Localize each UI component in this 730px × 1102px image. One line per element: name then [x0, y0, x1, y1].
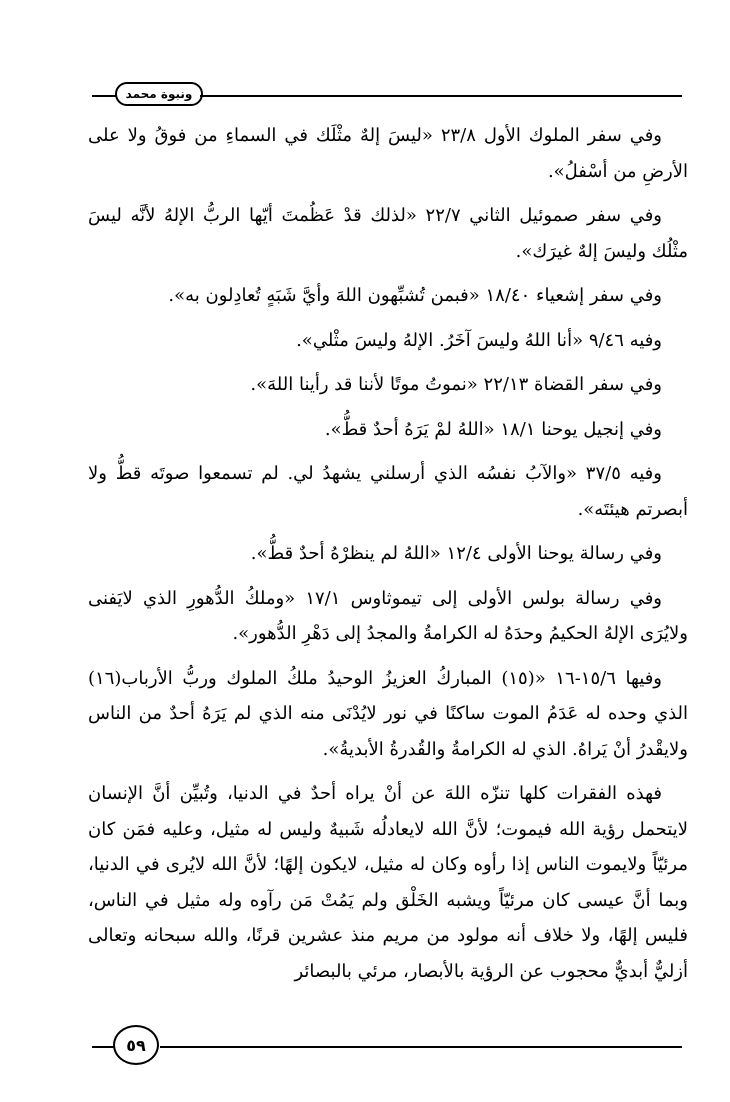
- footer-rule-right: [160, 1046, 682, 1048]
- paragraph-1john: وفي رسالة يوحنا الأولى ١٢/٤ «اللهُ لم ينظرْهُ أحدٌ قطُّ».: [250, 543, 662, 564]
- paragraph-isaiah-40: وفي سفر إشعياء ١٨/٤٠ «فبمن تُشبِّهون اللهَ وأيَّ شَبَهٍ تُعادِلون به».: [168, 285, 662, 306]
- footer-rule-left: [92, 1046, 114, 1048]
- paragraph-1timothy-6: وفيها ١٥/٦-١٦ «(١٥) المباركُ العزيزُ الوحيدُ ملكُ الملوك وربُّ الأرباب(١٦) الذي وحده له عَدَمُ الموت ساكنًا في نور لايُدْنَى منه الذي لم يَرَهُ أحدٌ من الناس ولايقْدرُ أنْ يَراهُ. الذي له الكرامةُ والقُدرةُ الأبديةُ».: [88, 667, 688, 760]
- paragraph-john-1: وفي إنجيل يوحنا ١٨/١ «اللهُ لمْ يَرَهُ أحدٌ قطُّ».: [324, 418, 662, 440]
- paragraph-1timothy-1: وفي رسالة بولس الأولى إلى تيموثاوس ١٧/١ «وملكُ الدُّهورِ الذي لايَفنى ولايُرَى الإلهُ الحكيمُ وحدَهُ له الكرامةُ والمجدُ إلى دَهْرِ الدُّهور».: [88, 587, 688, 644]
- running-title: ونبوة محمد: [115, 82, 203, 106]
- paragraph-kings: وفي سفر الملوك الأول ٢٣/٨ «ليسَ إلهٌ مثْلَك في السماءِ من فوقُ ولا على الأرضِ من أسْفلُ».: [88, 125, 688, 182]
- header-rule-right: [200, 95, 682, 97]
- page-number: ٥٩: [113, 1025, 159, 1065]
- paragraph-judges: وفي سفر القضاة ٢٢/١٣ «نموتُ موتًا لأننا قد رأينا اللهَ».: [250, 374, 662, 395]
- paragraph-isaiah-46: وفيه ٩/٤٦ «أنا اللهُ وليسَ آخَرُ. الإلهُ وليسَ مثْلي».: [296, 329, 662, 351]
- paragraph-commentary: فهذه الفقرات كلها تنزّه اللهَ عن أنْ يراه أحدٌ في الدنيا، وتُبيِّن أنَّ الإنسان لايتحمل رؤية الله فيموت؛ لأنَّ الله لايعادلُه شَبيهٌ وليس له مثيل، وعليه فمَن كان مرئيّاً ولايموت الناس إذا رأوه وكان له مثيل، لايكون إلهًا؛ لأنَّ الله لايُرى في الدنيا، وبما أنَّ عيسى كان مرئيّاً ويشبه الخَلْق ولم يَمُتْ مَن رآوه وله مثيل في الناس، فليس إلهًا، ولا خلاف أنه مولود من مريم منذ عشرين قرنًا، والله سبحانه وتعالى أزليٌّ أبديٌّ محجوب عن الرؤية بالأبصار، مرئي بالبصائر: [88, 783, 688, 982]
- paragraph-john-5: وفيه ٣٧/٥ «والآبُ نفسُه الذي أرسلني يشهدُ لي. لم تسمعوا صوتَه قطُّ ولا أبصرتم هيئتَه».: [88, 463, 688, 520]
- paragraph-samuel: وفي سفر صموئيل الثاني ٢٢/٧ «لذلك قدْ عَظُمتَ أيّها الربُّ الإلهُ لأنَّه ليسَ مثْلُك وليسَ إلهٌ غيرَك».: [88, 205, 688, 262]
- page-body: [88, 118, 688, 1018]
